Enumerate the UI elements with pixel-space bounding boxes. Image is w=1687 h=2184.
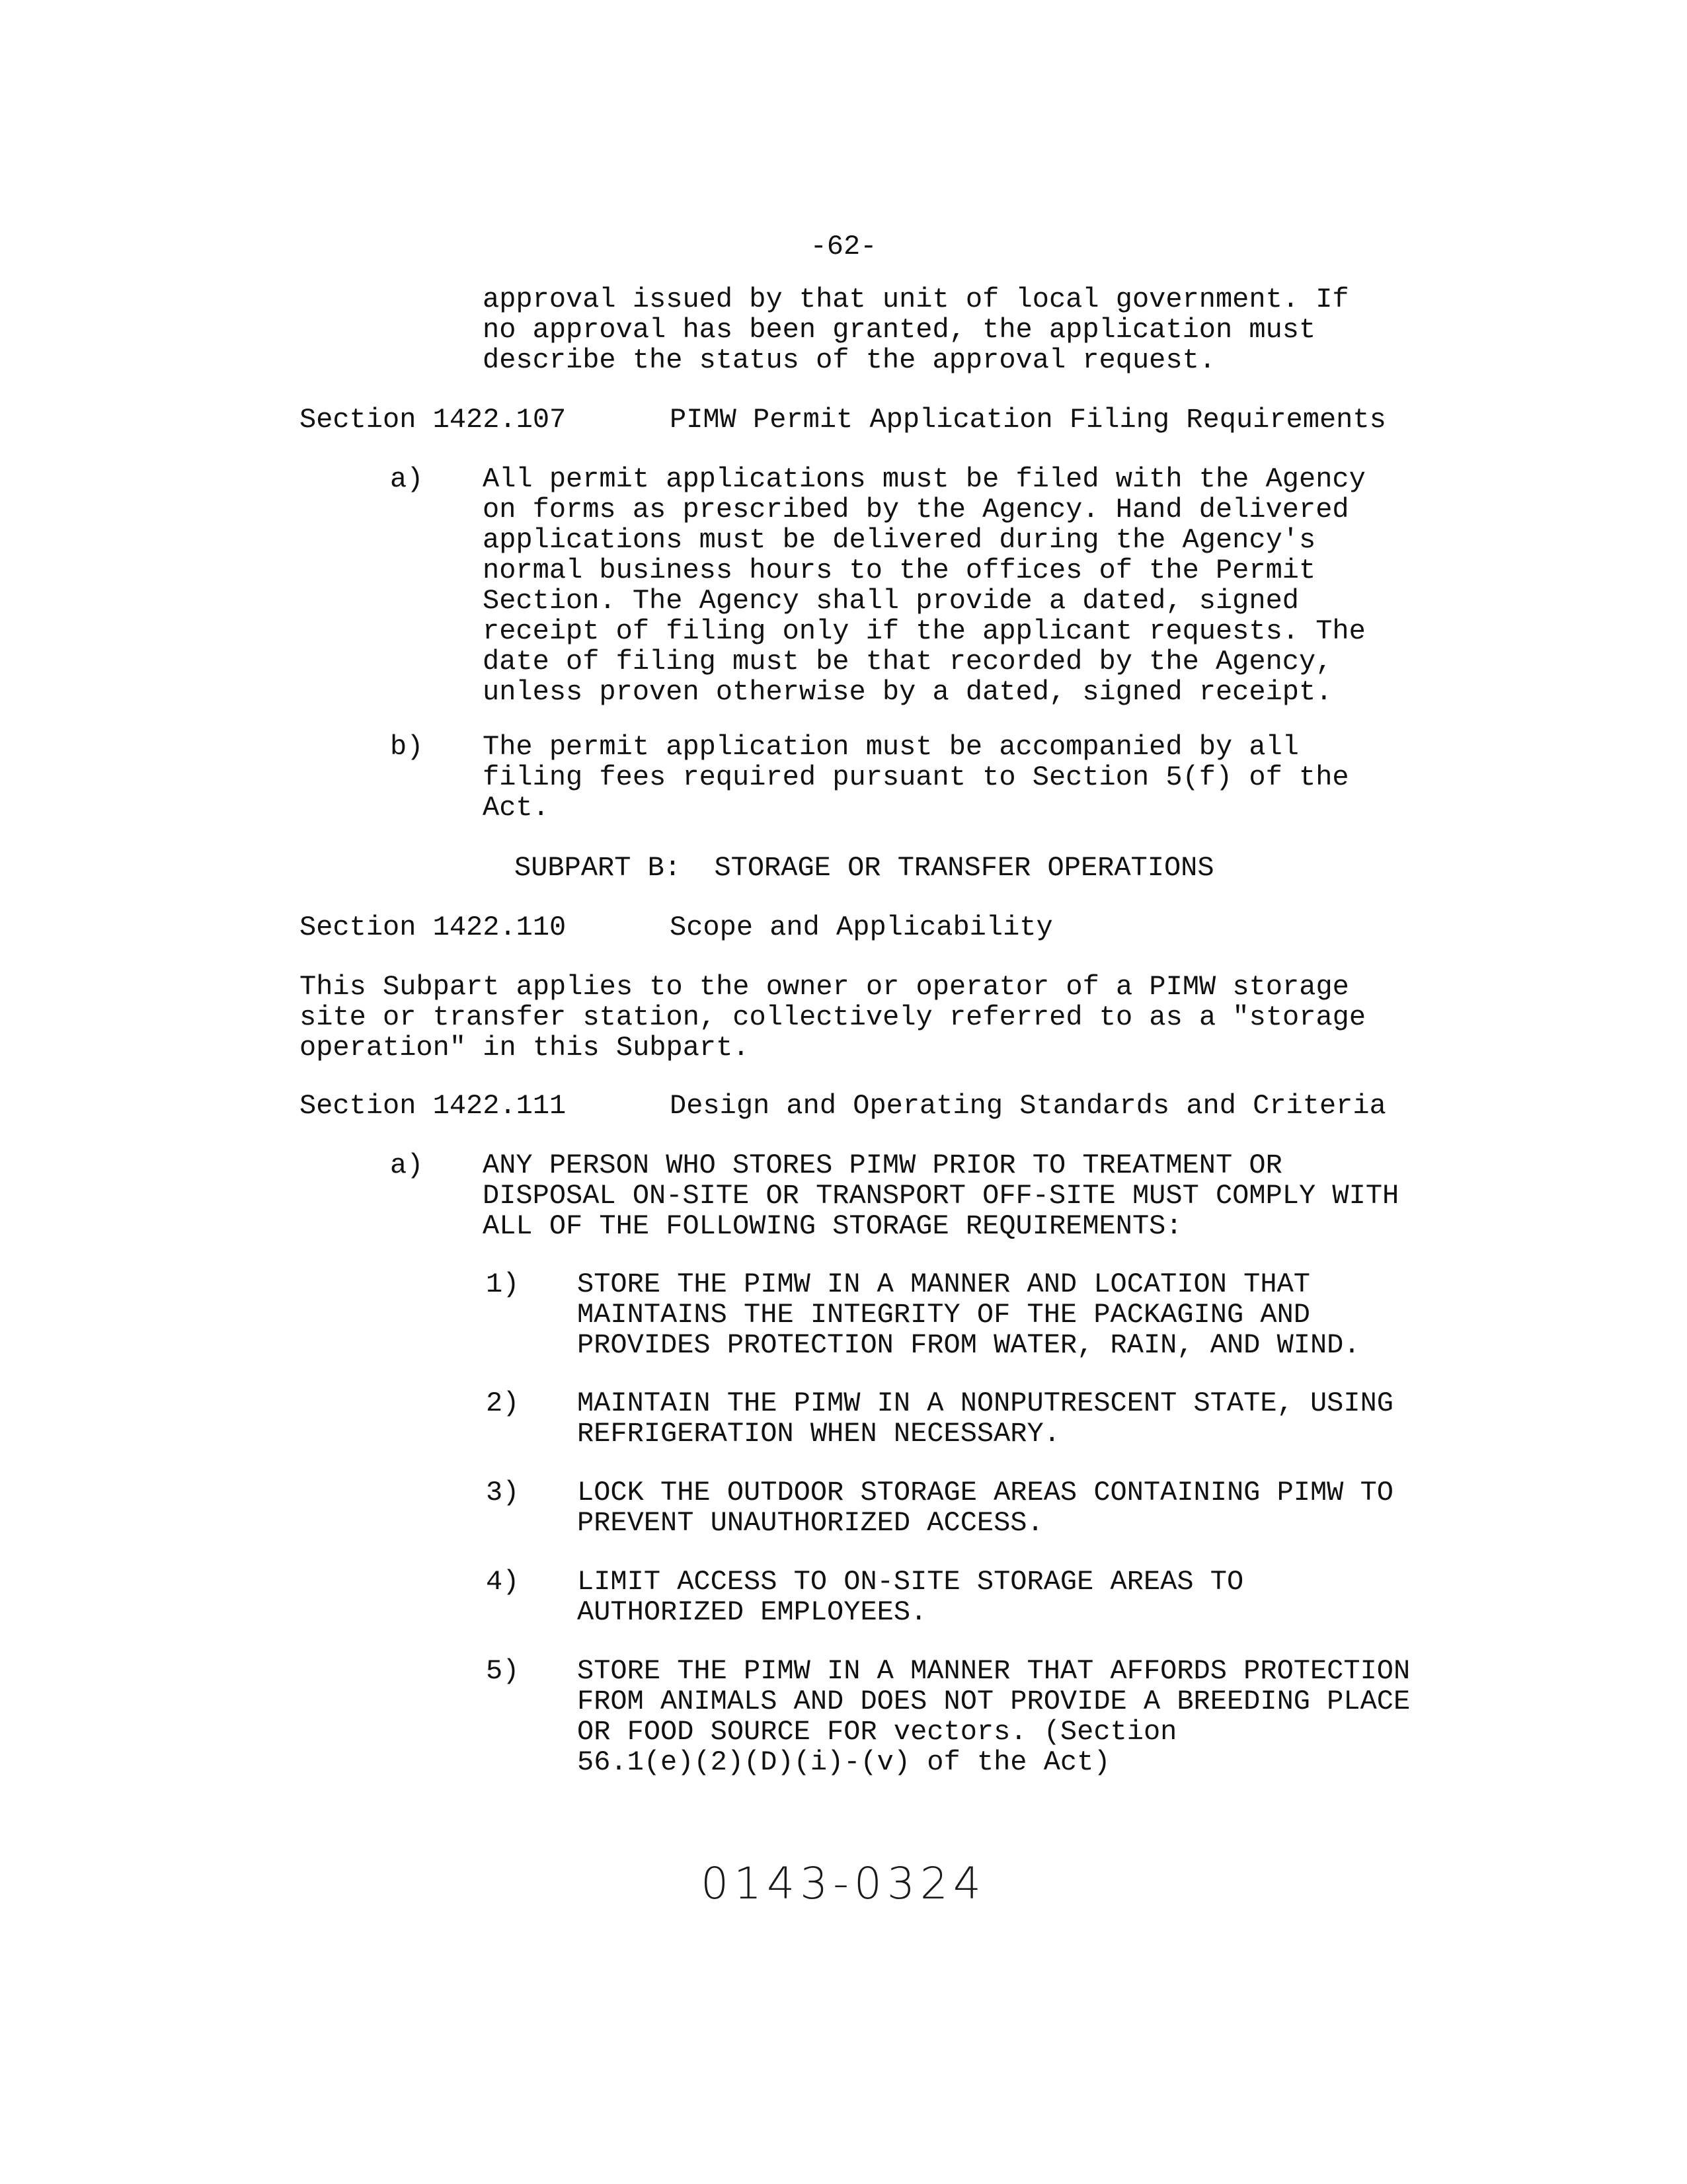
section-107-item-b-label: b) <box>390 731 424 763</box>
section-111-subitem-4-label: 4) <box>486 1566 520 1598</box>
footer-stamp: 0143-0324 <box>701 1858 986 1909</box>
section-111-subitem-2-label: 2) <box>486 1387 520 1419</box>
section-107-item-a-label: a) <box>390 463 424 495</box>
intro-paragraph: approval issued by that unit of local government. If no approval has been granted, the application must describe the status of the approval request. <box>483 284 1349 376</box>
section-110-title: Scope and Applicability <box>670 912 1053 943</box>
page-number: -62- <box>810 231 877 262</box>
section-111-subitem-1-text: STORE THE PIMW IN A MANNER AND LOCATION THAT MAINTAINS THE INTEGRITY OF THE PACKAGING AND PROVIDES PROTECTION FROM WATER, RAIN, AND WIND. <box>577 1268 1360 1361</box>
section-107-title: PIMW Permit Application Filing Requirements <box>670 404 1386 436</box>
section-107-item-a-text: All permit applications must be filed with the Agency on forms as prescribed by the Agency. Hand delivered applications must be delivered during the Agency's normal business hours to the offices of the Permit Section. The Agency shall provide a dated, signed receipt of filing only if the applicant requests. The date of filing must be that recorded by the Agency, unless proven otherwise by a dated, signed receipt. <box>483 463 1366 708</box>
section-107-item-b-text: The permit application must be accompanied by all filing fees required pursuant to Section 5(f) of the Act. <box>483 731 1349 824</box>
section-111-subitem-3-label: 3) <box>486 1477 520 1508</box>
section-110-number: Section 1422.110 <box>299 912 567 943</box>
section-110-paragraph: This Subpart applies to the owner or operator of a PIMW storage site or transfer station, collectively referred to as a "storage operation" in this Subpart. <box>299 971 1366 1064</box>
subpart-heading: SUBPART B: STORAGE OR TRANSFER OPERATIONS <box>514 852 1214 884</box>
section-111-item-a-text: ANY PERSON WHO STORES PIMW PRIOR TO TREATMENT OR DISPOSAL ON-SITE OR TRANSPORT OFF-SITE MUST COMPLY WITH ALL OF THE FOLLOWING STORAGE REQUIREMENTS: <box>483 1150 1399 1242</box>
section-111-title: Design and Operating Standards and Criteria <box>670 1090 1386 1122</box>
section-111-number: Section 1422.111 <box>299 1090 567 1122</box>
section-111-subitem-5-text: STORE THE PIMW IN A MANNER THAT AFFORDS PROTECTION FROM ANIMALS AND DOES NOT PROVIDE A BREEDING PLACE OR FOOD SOURCE FOR vectors. (Section 56.1(e)(2)(D)(i)-(v) of the Act) <box>577 1655 1411 1778</box>
section-111-subitem-3-text: LOCK THE OUTDOOR STORAGE AREAS CONTAINING PIMW TO PREVENT UNAUTHORIZED ACCESS. <box>577 1477 1394 1539</box>
section-111-subitem-1-label: 1) <box>486 1268 520 1300</box>
section-107-number: Section 1422.107 <box>299 404 567 436</box>
section-111-subitem-4-text: LIMIT ACCESS TO ON-SITE STORAGE AREAS TO AUTHORIZED EMPLOYEES. <box>577 1566 1244 1628</box>
section-111-subitem-5-label: 5) <box>486 1655 520 1687</box>
section-111-item-a-label: a) <box>390 1150 424 1181</box>
section-111-subitem-2-text: MAINTAIN THE PIMW IN A NONPUTRESCENT STATE, USING REFRIGERATION WHEN NECESSARY. <box>577 1387 1394 1450</box>
